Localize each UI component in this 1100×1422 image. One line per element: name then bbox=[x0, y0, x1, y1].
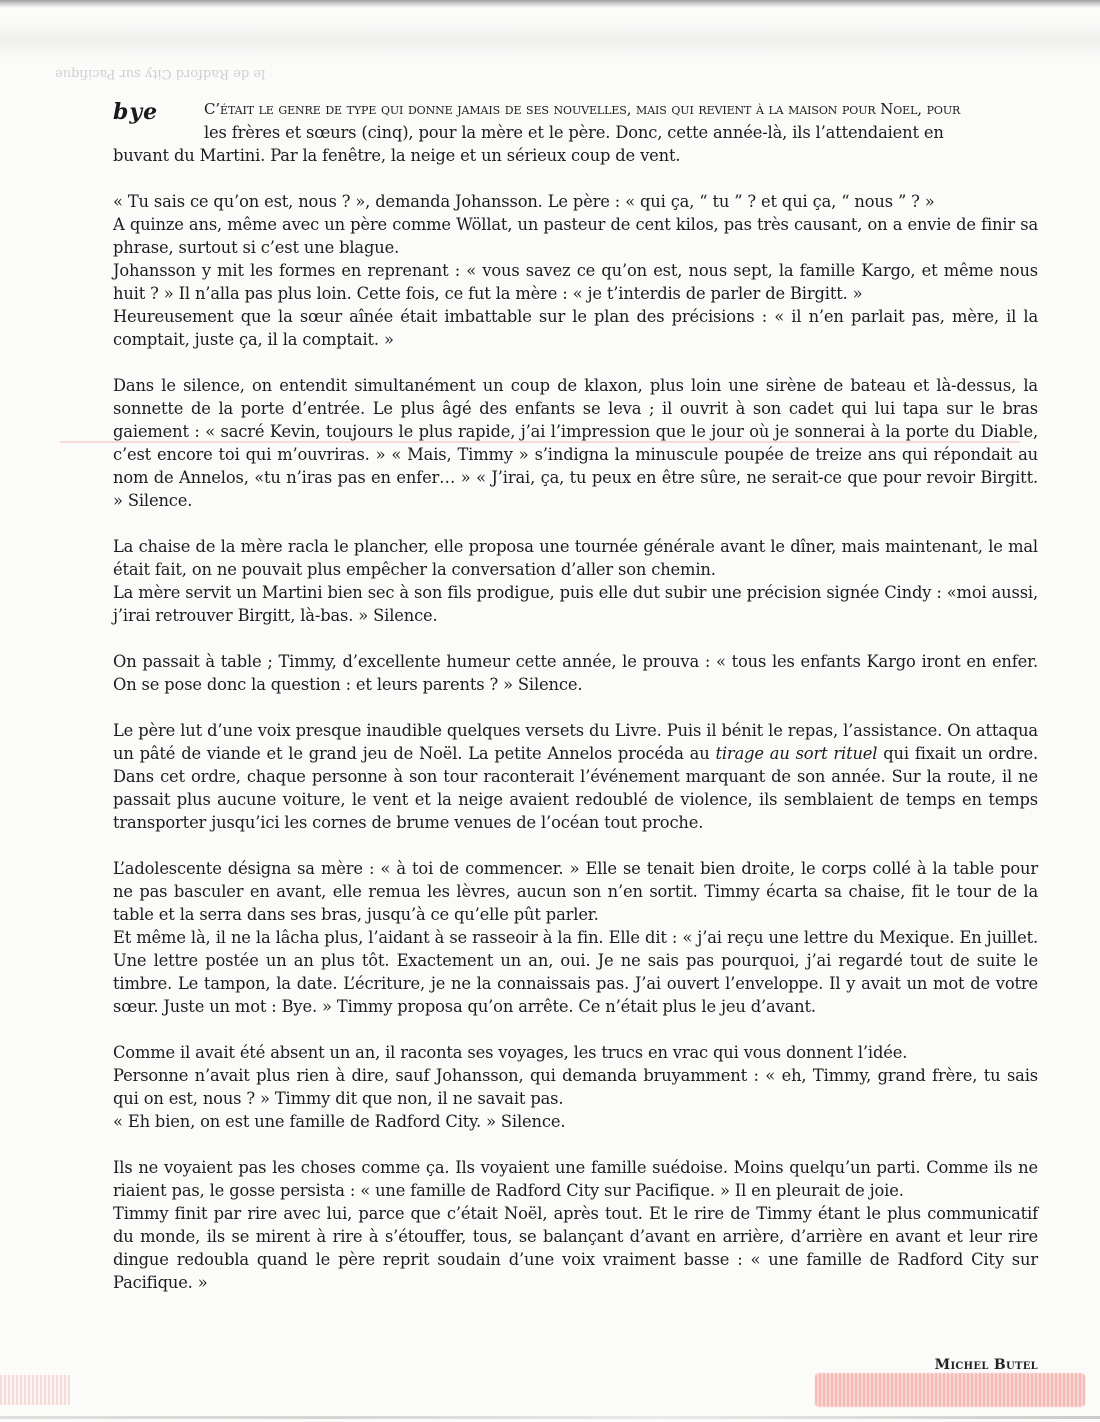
paragraph-2 bbox=[113, 374, 1038, 512]
paragraph-line: « Tu sais ce qu’on est, nous ? », demanda Johansson. Le père : « qui ça, “ tu ” ? et qui ça, “ nous ” ? » bbox=[113, 192, 935, 211]
intro-small-caps: C’était le genre de type qui donne jamais de ses nouvelles, mais qui revient à la maison pour Noel, pour bbox=[204, 100, 961, 118]
paragraph-line: On passait à table ; Timmy, d’excellente humeur cette année, le prouva : « tous les enfants Kargo iront en enfer. On se pose donc la question : et leurs parents ? » Silence. bbox=[113, 652, 1038, 694]
paragraph-line: Ils ne voyaient pas les choses comme ça. Ils voyaient une famille suédoise. Moins quelqu’un parti. Comme ils ne riaient pas, le gosse persista : « une famille de Radford City sur Pacifique. » Il en pleurait de joie. bbox=[113, 1158, 1038, 1200]
paragraph-text: qui fixait un ordre. Dans cet ordre, chaque personne à son tour raconterait l’événement marquant de son année. Sur la route, il ne passait plus aucune voiture, le vent et la neige avaient redoublé de violence, ils semblaient de temps en temps transporter jusqu’ici les cornes de brume venues de l’océan tout proche. bbox=[113, 744, 1038, 832]
paragraph-line: Dans le silence, on entendit simultanément un coup de klaxon, plus loin une sirène de bateau et là-dessus, la sonnette de la porte d’entrée. Le plus âgé des enfants se leva ; il ouvrit à son cadet qui lui tapa sur le bras gaiement : « sacré Kevin, toujours le plus rapide, j’ai l’impression que le jour où je sonnerai à la porte du Diable, c’est encore toi qui m’ouvriras. » « Mais, Timmy » s’indigna la minuscule poupée de treize ans qui répondait au nom de Annelos, «tu n’iras pas en enfer… » « J’irai, ça, tu peux en être sûre, ne serait-ce que pour revoir Birgitt. » Silence. bbox=[113, 376, 1038, 510]
scan-red-smudge-left bbox=[0, 1375, 70, 1405]
bleed-through-band bbox=[0, 20, 1100, 60]
paragraph-line: Comme il avait été absent un an, il raconta ses voyages, les trucs en vrac qui vous donnent l’idée. bbox=[113, 1043, 908, 1062]
paragraph-3 bbox=[113, 535, 1038, 627]
paragraph-line: Et même là, il ne la lâcha plus, l’aidant à se rasseoir à la fin. Elle dit : « j’ai reçu une lettre du Mexique. En juillet. Une lettre postée un an plus tôt. Exactement un an, oui. Je ne sais pas pourquoi, j’ai regardé tout de suite le timbre. Le tampon, la date. L’écriture, je ne la connaissais pas. J’ai ouvert l’enveloppe. Il y avait un mot de votre sœur. Juste un mot : Bye. » Timmy proposa qu’on arrête. Ce n’était plus le jeu d’avant. bbox=[113, 928, 1038, 1016]
paragraph-5 bbox=[113, 719, 1038, 834]
paragraph-line: Heureusement que la sœur aînée était imbattable sur le plan des précisions : « il n’en parlait pas, mère, il la comptait, juste ça, il la comptait. » bbox=[113, 307, 1038, 349]
bleed-through-text: le de Radford City sur Pacifique bbox=[55, 66, 266, 81]
paragraph-line: Personne n’avait plus rien à dire, sauf Johansson, qui demanda bruyamment : « eh, Timmy, grand frère, tu sais qui on est, nous ? » Timmy dit que non, il ne savait pas. bbox=[113, 1066, 1038, 1108]
paragraph-line: Johansson y mit les formes en reprenant : « vous savez ce qu’on est, nous sept, la famille Kargo, et même nous huit ? » Il n’alla pas plus loin. Cette fois, ce fut la mère : « je t’interdis de parler de Birgitt. » bbox=[113, 261, 1038, 303]
paragraph-line: A quinze ans, même avec un père comme Wöllat, un pasteur de cent kilos, pas très causant, on a envie de finir sa phrase, surtout si c’est une blague. bbox=[113, 215, 1038, 257]
paragraph-line: L’adolescente désigna sa mère : « à toi de commencer. » Elle se tenait bien droite, le corps collé à la table pour ne pas basculer en avant, elle remua les lèvres, aucun son n’en sortit. Timmy écarta sa chaise, fit le tour de la table et la serra dans ses bras, jusqu’à ce qu’elle pût parler. bbox=[113, 859, 1038, 924]
story-title: bye bbox=[113, 99, 159, 125]
scan-edge-top bbox=[0, 0, 1100, 8]
paragraph-line: La chaise de la mère racla le plancher, elle proposa une tournée générale avant le dîner, mais maintenant, le mal était fait, on ne pouvait plus empêcher la conversation d’aller son chemin. bbox=[113, 537, 1038, 579]
paragraph-line: Timmy finit par rire avec lui, parce que c’était Noël, après tout. Et le rire de Timmy étant le plus communicatif du monde, ils se mirent à rire à s’étouffer, tous, se balançant d’avant en arrière, d’arrière en avant et leur rire dingue redoubla quand le père reprit soudain d’une voix vraiment basse : « une famille de Radford City sur Pacifique. » bbox=[113, 1204, 1038, 1292]
intro-indent-line: les frères et sœurs (cinq), pour la mère et le père. Donc, cette année-là, ils l’attendaient en bbox=[204, 123, 944, 142]
scan-edge-bottom bbox=[0, 1416, 1100, 1419]
paragraph-line: « Eh bien, on est une famille de Radford City. » Silence. bbox=[113, 1112, 566, 1131]
paragraph-8 bbox=[113, 1156, 1038, 1294]
scan-red-smudge-right bbox=[815, 1373, 1085, 1407]
italic-phrase: tirage au sort rituel bbox=[715, 744, 878, 763]
paragraph-6 bbox=[113, 857, 1038, 1018]
paragraph-7 bbox=[113, 1041, 1038, 1133]
paragraph-text: Le père lut d’une voix presque inaudible quelques versets du Livre. Puis il bénit le repas, l’assistance. On attaqua un pâté de viande et le grand jeu de Noël. La petite Annelos procéda au bbox=[113, 721, 1038, 763]
story-article bbox=[113, 98, 1038, 1317]
intro-paragraph bbox=[113, 98, 1038, 167]
paragraph-line: La mère servit un Martini bien sec à son fils prodigue, puis elle dut subir une précision signée Cindy : «moi aussi, j’irai retrouver Birgitt, là-bas. » Silence. bbox=[113, 583, 1038, 625]
paragraph-4 bbox=[113, 650, 1038, 696]
paragraph-1 bbox=[113, 190, 1038, 351]
intro-rest: buvant du Martini. Par la fenêtre, la neige et un sérieux coup de vent. bbox=[113, 146, 681, 165]
author-signature: Michel Butel bbox=[934, 1357, 1038, 1373]
